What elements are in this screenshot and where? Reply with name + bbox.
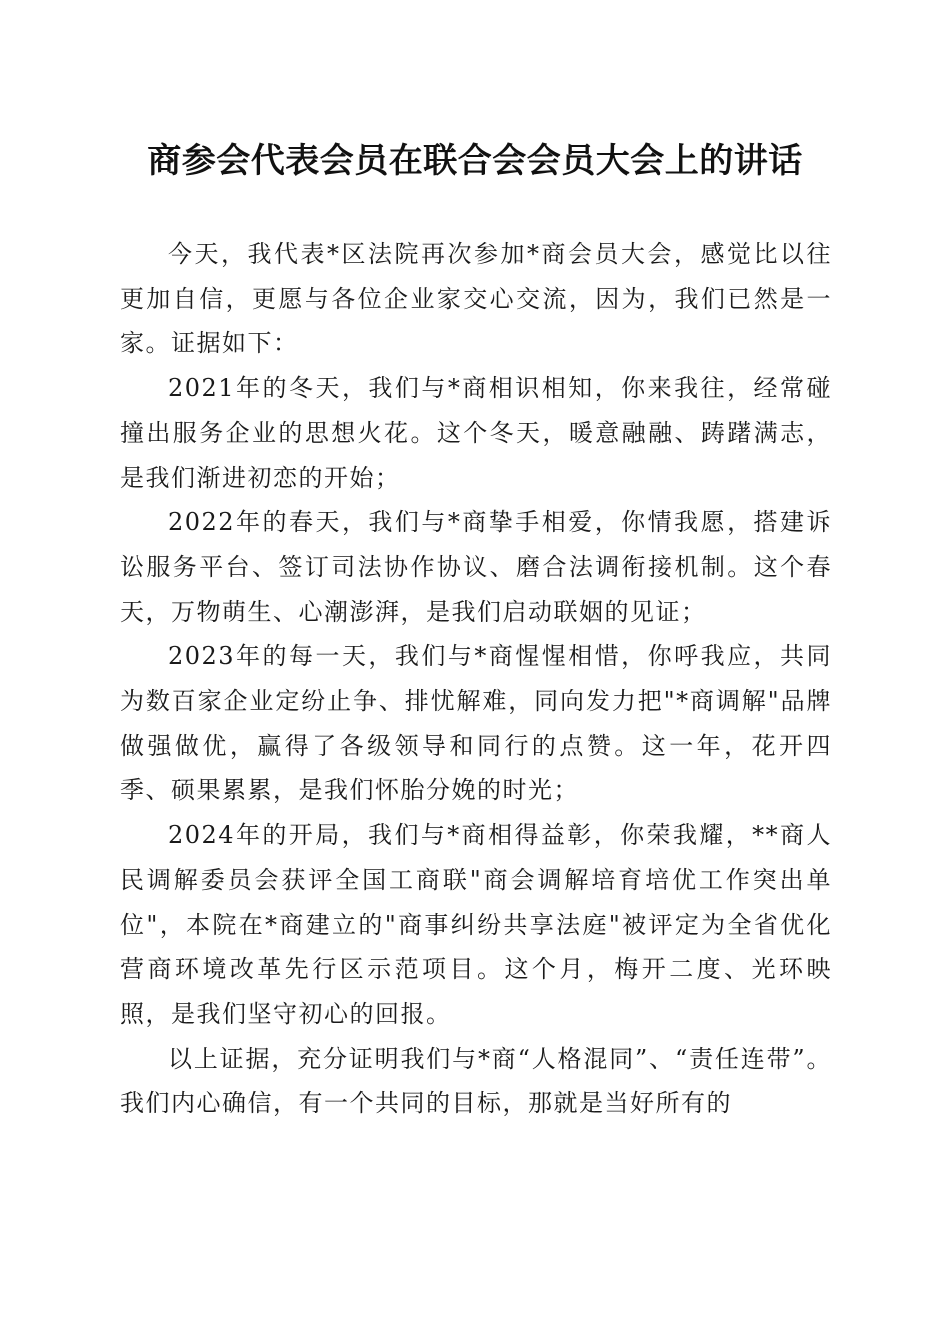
- paragraph-2021: 2021年的冬天，我们与*商相识相知，你来我往，经常碰撞出服务企业的思想火花。这个冬天，暖意融融、踌躇满志，是我们渐进初恋的开始；: [120, 374, 832, 492]
- paragraph-2023: 2023年的每一天，我们与*商惺惺相惜，你呼我应，共同为数百家企业定纷止争、排忧解难，同向发力把"*商调解"品牌做强做优，赢得了各级领导和同行的点赞。这一年，花开四季、硕果累累，是我们怀胎分娩的时光；: [120, 642, 832, 805]
- paragraph-intro: 今天，我代表*区法院再次参加*商会员大会，感觉比以往更加自信，更愿与各位企业家交心交流，因为，我们已然是一家。证据如下：: [120, 240, 832, 358]
- paragraph-2024: 2024年的开局，我们与*商相得益彰，你荣我耀，**商人民调解委员会获评全国工商联"商会调解培育培优工作突出单位"，本院在*商建立的"商事纠纷共享法庭"被评定为全省优化营商环境改革先行区示范项目。这个月，梅开二度、光环映照，是我们坚守初心的回报。: [120, 821, 832, 1028]
- document-title: 商参会代表会员在联合会会员大会上的讲话: [147, 141, 803, 181]
- paragraph-conclusion: 以上证据，充分证明我们与*商“人格混同”、“责任连带”。我们内心确信，有一个共同的目标，那就是当好所有的: [120, 1044, 832, 1118]
- paragraph-2022: 2022年的春天，我们与*商挚手相爱，你情我愿，搭建诉讼服务平台、签订司法协作协议、磨合法调衔接机制。这个春天，万物萌生、心潮澎湃，是我们启动联姻的见证；: [120, 508, 832, 626]
- document-body: [120, 232, 832, 1126]
